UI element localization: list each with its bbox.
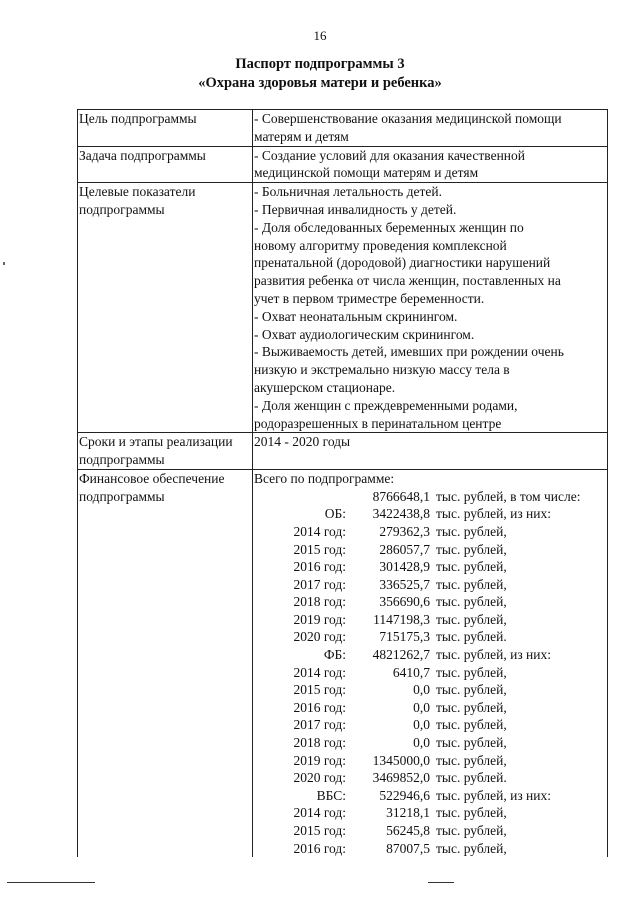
goal-value-cell bbox=[253, 110, 608, 147]
finance-entry-value: 4821262,7 bbox=[372, 647, 430, 663]
indicators-label-cell bbox=[78, 183, 253, 433]
finance-entry-unit: тыс. рублей, bbox=[436, 576, 507, 592]
indicator-line: - Больничная летальность детей. bbox=[254, 184, 443, 200]
finance-entry-label: 2020 год: bbox=[293, 770, 346, 786]
finance-entry-label: 2014 год: bbox=[293, 805, 346, 821]
terms-value-cell bbox=[253, 433, 608, 470]
finance-entry-row bbox=[254, 541, 607, 559]
finance-entry-unit: тыс. рублей, bbox=[436, 752, 507, 768]
finance-entry-row bbox=[254, 840, 607, 858]
row-indicators bbox=[78, 183, 608, 433]
indicator-line: низкую и экстремально низкую массу тела в bbox=[254, 362, 510, 378]
task-text-line: - Создание условий для оказания качественной bbox=[254, 147, 525, 163]
indicators-value-cell bbox=[253, 183, 608, 433]
row-finance bbox=[78, 469, 608, 857]
finance-entry-value: 0,0 bbox=[413, 699, 430, 715]
footer-rule-left bbox=[7, 882, 95, 883]
finance-entry-label: 2015 год: bbox=[293, 541, 346, 557]
finance-entry-row bbox=[254, 646, 607, 664]
task-label-cell bbox=[78, 146, 253, 183]
finance-entry-row bbox=[254, 628, 607, 646]
finance-entry-unit: тыс. рублей, bbox=[436, 735, 507, 751]
goal-label: Цель подпрограммы bbox=[79, 111, 197, 126]
row-terms bbox=[78, 433, 608, 470]
finance-entry-unit: тыс. рублей, bbox=[436, 523, 507, 539]
finance-entry-value: 286057,7 bbox=[379, 541, 430, 557]
terms-label-line: подпрограммы bbox=[79, 452, 165, 468]
row-goal bbox=[78, 110, 608, 147]
indicator-line: учет в первом триместре беременности. bbox=[254, 290, 485, 306]
finance-entry-unit: тыс. рублей, из них: bbox=[436, 647, 551, 663]
finance-entry-row bbox=[254, 681, 607, 699]
finance-entry-value: 336525,7 bbox=[379, 576, 430, 592]
finance-entry-row bbox=[254, 769, 607, 787]
row-task bbox=[78, 146, 608, 183]
finance-entry-unit: тыс. рублей, bbox=[436, 805, 507, 821]
finance-entry-label: 2019 год: bbox=[293, 752, 346, 768]
indicators-label-line: подпрограммы bbox=[79, 201, 165, 217]
finance-entry-row bbox=[254, 716, 607, 734]
finance-entry-unit: тыс. рублей, bbox=[436, 840, 507, 856]
finance-entry-label: 2019 год: bbox=[293, 611, 346, 627]
finance-entry-unit: тыс. рублей, bbox=[436, 682, 507, 698]
finance-entry-label: 2016 год: bbox=[293, 559, 346, 575]
finance-entry-row bbox=[254, 699, 607, 717]
finance-entry-unit: тыс. рублей, bbox=[436, 717, 507, 733]
margin-mark bbox=[3, 262, 5, 265]
finance-entry-unit: тыс. рублей, bbox=[436, 559, 507, 575]
finance-entry-unit: тыс. рублей. bbox=[436, 629, 507, 645]
indicator-line: новому алгоритму проведения комплексной bbox=[254, 237, 507, 253]
finance-entry-row bbox=[254, 523, 607, 541]
finance-entry-row bbox=[254, 505, 607, 523]
finance-entry-value: 3422438,8 bbox=[372, 506, 430, 522]
finance-entry-value: 0,0 bbox=[413, 735, 430, 751]
indicator-line: - Охват аудиологическим скринингом. bbox=[254, 326, 475, 342]
passport-table bbox=[77, 109, 608, 857]
finance-entry-label: ВБС: bbox=[316, 787, 346, 803]
finance-entry-label bbox=[254, 488, 346, 506]
finance-entry-label: ФБ: bbox=[323, 647, 346, 663]
finance-entry-unit: тыс. рублей, bbox=[436, 541, 507, 557]
task-value-cell bbox=[253, 146, 608, 183]
finance-total-label: Всего по подпрограмме: bbox=[254, 470, 395, 486]
indicator-line: - Охват неонатальным скринингом. bbox=[254, 308, 458, 324]
finance-entry-value: 0,0 bbox=[413, 682, 430, 698]
finance-entry-label: 2016 год: bbox=[293, 699, 346, 715]
finance-entry-value: 715175,3 bbox=[379, 629, 430, 645]
finance-entry-row bbox=[254, 593, 607, 611]
finance-label-line: Финансовое обеспечение bbox=[79, 470, 225, 486]
finance-entry-label: ОБ: bbox=[324, 506, 346, 522]
goal-text-line: матерям и детям bbox=[254, 128, 349, 144]
finance-entry-unit: тыс. рублей, bbox=[436, 611, 507, 627]
finance-entry-row bbox=[254, 734, 607, 752]
finance-entry-row bbox=[254, 752, 607, 770]
goal-text-line: - Совершенствование оказания медицинской помощи bbox=[254, 111, 562, 126]
finance-entry-label: 2016 год: bbox=[293, 840, 346, 856]
finance-entry-value: 3469852,0 bbox=[372, 770, 430, 786]
finance-entry-value: 8766648,1 bbox=[372, 488, 430, 504]
finance-entry-label: 2015 год: bbox=[293, 682, 346, 698]
finance-label-cell bbox=[78, 469, 253, 857]
indicator-line: развития ребенка от числа женщин, поставленных на bbox=[254, 273, 561, 289]
finance-entry-row bbox=[254, 804, 607, 822]
finance-entry-label: 2018 год: bbox=[293, 594, 346, 610]
finance-entry-value: 1345000,0 bbox=[372, 752, 430, 768]
finance-entry-value: 301428,9 bbox=[379, 559, 430, 575]
finance-entry-unit: тыс. рублей, bbox=[436, 823, 507, 839]
goal-label-cell bbox=[78, 110, 253, 147]
page-title bbox=[0, 55, 640, 93]
indicators-label-line: Целевые показатели bbox=[79, 184, 196, 200]
finance-entry-unit: тыс. рублей, в том числе: bbox=[436, 488, 581, 504]
page-number: 16 bbox=[313, 28, 327, 43]
finance-entry-unit: тыс. рублей, bbox=[436, 664, 507, 680]
terms-label-cell bbox=[78, 433, 253, 470]
finance-entries bbox=[254, 488, 607, 857]
finance-entry-label: 2015 год: bbox=[293, 823, 346, 839]
finance-entry-value: 1147198,3 bbox=[373, 611, 430, 627]
indicator-line: акушерском стационаре. bbox=[254, 379, 396, 395]
finance-entry-unit: тыс. рублей, bbox=[436, 594, 507, 610]
finance-entry-value: 31218,1 bbox=[386, 805, 430, 821]
finance-entry-label: 2014 год: bbox=[293, 664, 346, 680]
finance-entry-unit: тыс. рублей, из них: bbox=[436, 787, 551, 803]
indicator-line: - Доля обследованных беременных женщин по bbox=[254, 219, 524, 235]
finance-entry-value: 87007,5 bbox=[386, 840, 430, 856]
terms-value: 2014 - 2020 годы bbox=[254, 434, 351, 450]
finance-entry-row bbox=[254, 576, 607, 594]
footer-rule-right bbox=[428, 882, 454, 883]
indicator-line: - Выживаемость детей, имевших при рождении очень bbox=[254, 344, 564, 360]
task-label: Задача подпрограммы bbox=[79, 147, 206, 163]
title-line-1: Паспорт подпрограммы 3 bbox=[235, 56, 405, 72]
terms-label-line: Сроки и этапы реализации bbox=[79, 434, 233, 450]
finance-entry-row bbox=[254, 558, 607, 576]
task-text-line: медицинской помощи матерям и детям bbox=[254, 165, 479, 181]
indicator-line: пренатальной (дородовой) диагностики нарушений bbox=[254, 255, 551, 271]
finance-entry-label: 2017 год: bbox=[293, 576, 346, 592]
finance-entry-row bbox=[254, 822, 607, 840]
indicator-line: родоразрешенных в перинатальном центре bbox=[254, 415, 502, 431]
finance-entry-value: 56245,8 bbox=[386, 823, 430, 839]
finance-entry-value: 279362,3 bbox=[379, 523, 430, 539]
finance-entry-row bbox=[254, 611, 607, 629]
finance-entry-label: 2020 год: bbox=[293, 629, 346, 645]
finance-entry-label: 2018 год: bbox=[293, 735, 346, 751]
finance-entry-row bbox=[254, 787, 607, 805]
finance-entry-unit: тыс. рублей, bbox=[436, 699, 507, 715]
finance-entry-label: 2017 год: bbox=[293, 717, 346, 733]
finance-entry-label: 2014 год: bbox=[293, 523, 346, 539]
finance-entry-row bbox=[254, 488, 607, 506]
finance-entry-value: 0,0 bbox=[413, 717, 430, 733]
indicator-line: - Первичная инвалидность у детей. bbox=[254, 201, 457, 217]
indicator-line: - Доля женщин с преждевременными родами, bbox=[254, 397, 518, 413]
title-line-2: «Охрана здоровья матери и ребенка» bbox=[198, 75, 442, 91]
finance-entry-value: 6410,7 bbox=[392, 664, 430, 680]
finance-label-line: подпрограммы bbox=[79, 488, 165, 504]
finance-entry-value: 356690,6 bbox=[379, 594, 430, 610]
finance-entry-unit: тыс. рублей. bbox=[436, 770, 507, 786]
finance-value-cell bbox=[253, 469, 608, 857]
finance-entry-unit: тыс. рублей, из них: bbox=[436, 506, 551, 522]
finance-entry-row bbox=[254, 664, 607, 682]
finance-entry-value: 522946,6 bbox=[379, 787, 430, 803]
